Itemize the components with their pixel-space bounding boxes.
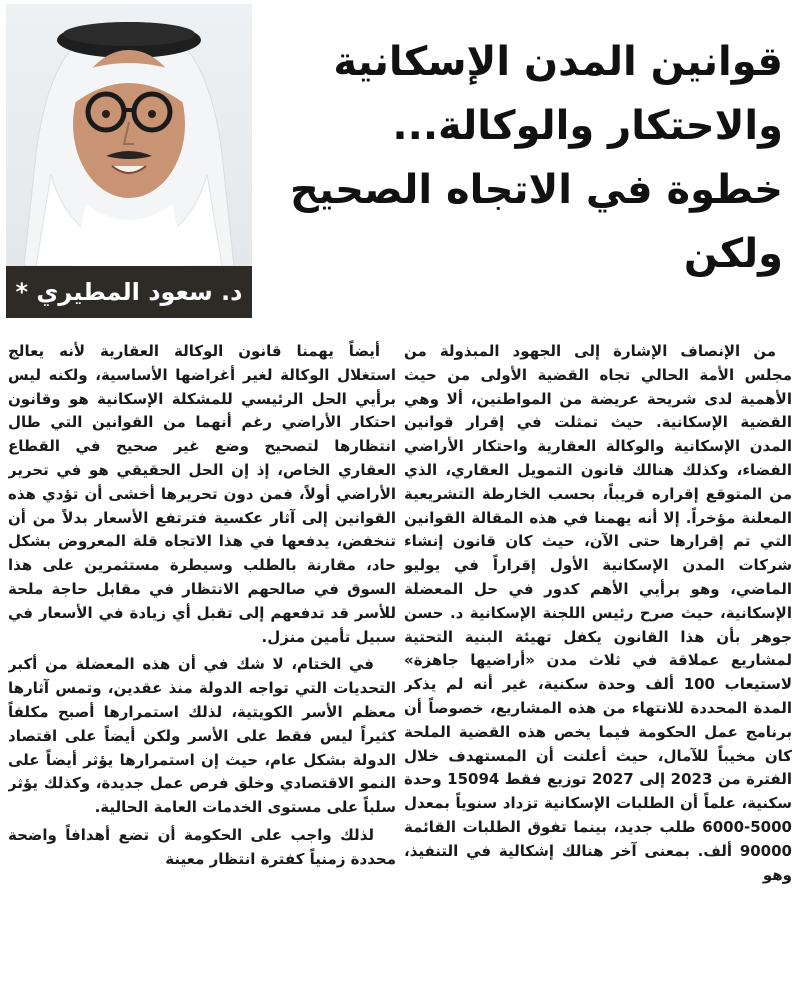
paragraph: لذلك واجب على الحكومة أن تضع أهدافاً واضحة محددة زمنياً كفترة انتظار معينة [8,825,396,868]
author-photo [6,4,252,266]
paragraph: في الختام، لا شك في أن هذه المعضلة من أكبر التحديات التي تواجه الدولة منذ عقدين، وتمس آثارها معظم الأسر الكويتية، لذلك استمرارها أصبح مكلفاً كثيراً ليس فقط على الأسر ولكن أيضاً على اقتصاد الدولة بشكل عام، حيث إن استمرارها يؤثر أيضاً على النمو الاقتصادي وخلق فرص عمل جديدة، وكذلك يؤثر سلباً على مستوى الخدمات العامة الحالية. [8,655,396,817]
paragraph: من الإنصاف الإشارة إلى الجهود المبذولة من مجلس الأمة الحالي تجاه القضية الأولى من حيث الأهمية لدى شريحة عريضة من المواطنين، ألا وهي القضية الإسكانية. حيث تمثلت في إقرار قوانين المدن الإسكانية والوكالة العقارية واحتكار الأراضي الفضاء، وكذلك هنالك قانون التمويل العقاري، الذي من المتوقع إقراره قريباً، بحسب الخارطة التشريعية المعلنة مؤخراً. إلا أنه يهمنا في هذه المقالة القوانين التي تم إقرارها حتى الآن، حيث كان قانون إنشاء شركات المدن الإسكانية الأول إقراراً في يوليو الماضي، وهو برأيي الأهم كدور في حل المعضلة الإسكانية، حيث صرح رئيس اللجنة الإسكانية د. حسن جوهر بأن هذا القانون يكفل تهيئة البنية التحتية لمشاريع عملاقة في ثلاث مدن «أراضيها جاهزة» لاستيعاب 100 ألف وحدة سكنية، غير أنه لم يذكر المدة المحددة للانتهاء من هذه المشاريع، خصوصاً أن برنامج عمل الحكومة فيما يخص هذه القضية الملحة كان مخيباً للآمال، حيث أعلنت أن المستهدف خلال الفترة من 2023 إلى 2027 توزيع فقط 15094 وحدة سكنية، علماً أن الطلبات الإسكانية تزداد سنوياً بمعدل 5000-6000 طلب جديد، بينما تفوق الطلبات القائمة 90000 ألف. بمعنى آخر هنالك إشكالية في التنفيذ، وهو [404,342,792,884]
author-portrait [6,4,252,266]
article-column-right [404,340,792,1000]
author-caption [6,266,252,318]
paragraph: أيضاً يهمنا قانون الوكالة العقارية لأنه يعالج استغلال الوكالة لغير أغراضها الأساسية، ولكنه ليس برأيي الحل الرئيسي للمشكلة الإسكانية هو وقانون احتكار الأراضي رغم أنهما من القوانين التي طال انتظارها لتصحيح وضع غير صحيح في القطاع العقاري الخاص، إذ إن الحل الحقيقي هو في تحرير الأراضي أولاً، فمن دون تحريرها أخشى أن تؤدي هذه القوانين إلى آثار عكسية فترتفع الأسعار بدلاً من أن تنخفض، يدفعها في هذا الاتجاه قلة المعروض بشكل حاد، مقارنة بالطلب وسيطرة مستثمرين على هذا السوق في صالحهم الانتظار في مقابل حاجة ملحة للأسر قد تدفعهم إلى تقبل أي زيادة في الأسعار في سبيل تأمين منزل. [8,342,396,646]
author-name: د. سعود المطيري * [15,278,243,306]
article-headline: قوانين المدن الإسكانية والاحتكار والوكالة... خطوة في الاتجاه الصحيح ولكن [289,39,783,277]
article-column-left [8,340,396,1000]
